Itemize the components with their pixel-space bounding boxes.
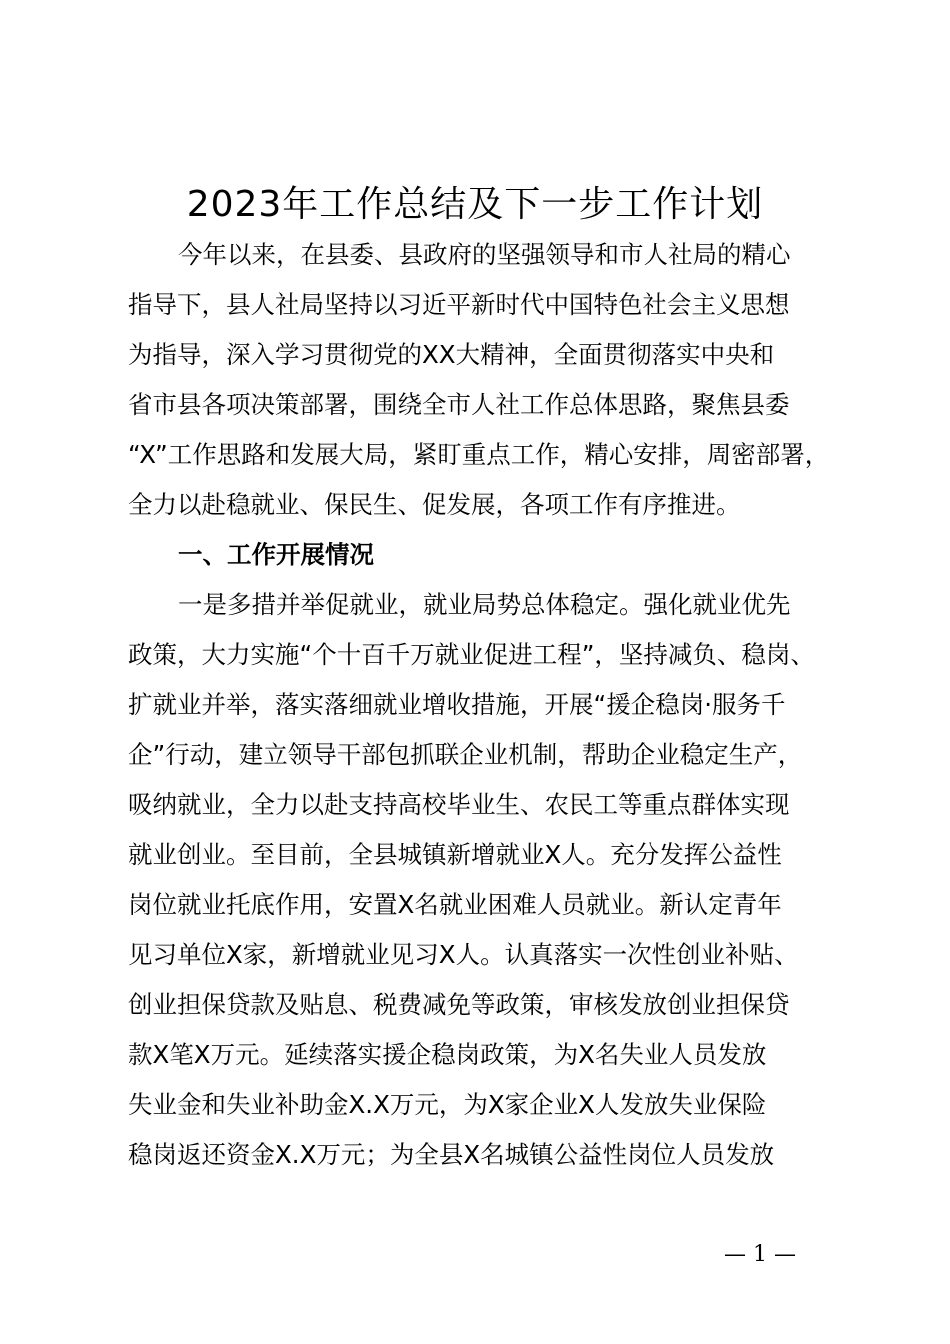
paragraph-line: 省市县各项决策部署，围绕全市人社工作总体思路，聚焦县委 [128, 390, 790, 419]
paragraph-line: 指导下，县人社局坚持以习近平新时代中国特色社会主义思想 [128, 290, 790, 319]
paragraph-line: 为指导，深入学习贯彻党的XX大精神，全面贯彻落实中央和 [128, 340, 775, 369]
paragraph-line: 创业担保贷款及贴息、税费减免等政策，审核发放创业担保贷 [128, 990, 790, 1019]
section-heading: 一、工作开展情况 [178, 540, 374, 569]
paragraph-line: 款X笔X万元。延续落实援企稳岗政策，为X名失业人员发放 [128, 1040, 767, 1069]
paragraph-line: 全力以赴稳就业、保民生、促发展，各项工作有序推进。 [128, 490, 741, 519]
paragraph-line: 稳岗返还资金X.X万元；为全县X名城镇公益性岗位人员发放 [128, 1140, 775, 1169]
paragraph-line: 扩就业并举，落实落细就业增收措施，开展“援企稳岗·服务千 [128, 690, 786, 719]
paragraph-line: 岗位就业托底作用，安置X名就业困难人员就业。新认定青年 [128, 890, 782, 919]
paragraph-line: 吸纳就业，全力以赴支持高校毕业生、农民工等重点群体实现 [128, 790, 790, 819]
paragraph-line: 今年以来，在县委、县政府的坚强领导和市人社局的精心 [178, 240, 791, 269]
paragraph-line: 失业金和失业补助金X.X万元，为X家企业X人发放失业保险 [128, 1090, 767, 1119]
page-number: — 1 — [724, 1242, 796, 1267]
paragraph-line: “X”工作思路和发展大局，紧盯重点工作，精心安排，周密部署， [128, 440, 830, 469]
paragraph-line: 政策，大力实施“个十百千万就业促进工程”，坚持减负、稳岗、 [128, 640, 815, 669]
paragraph-line: 企”行动，建立领导干部包抓联企业机制，帮助企业稳定生产， [128, 740, 803, 769]
paragraph-line: 就业创业。至目前，全县城镇新增就业X人。充分发挥公益性 [128, 840, 782, 869]
paragraph-line: 一是多措并举促就业，就业局势总体稳定。强化就业优先 [178, 590, 791, 619]
document-body [128, 230, 858, 1180]
paragraph-line: 见习单位X家，新增就业见习X人。认真落实一次性创业补贴、 [128, 940, 799, 969]
document-title: 2023年工作总结及下一步工作计划 [186, 184, 764, 225]
